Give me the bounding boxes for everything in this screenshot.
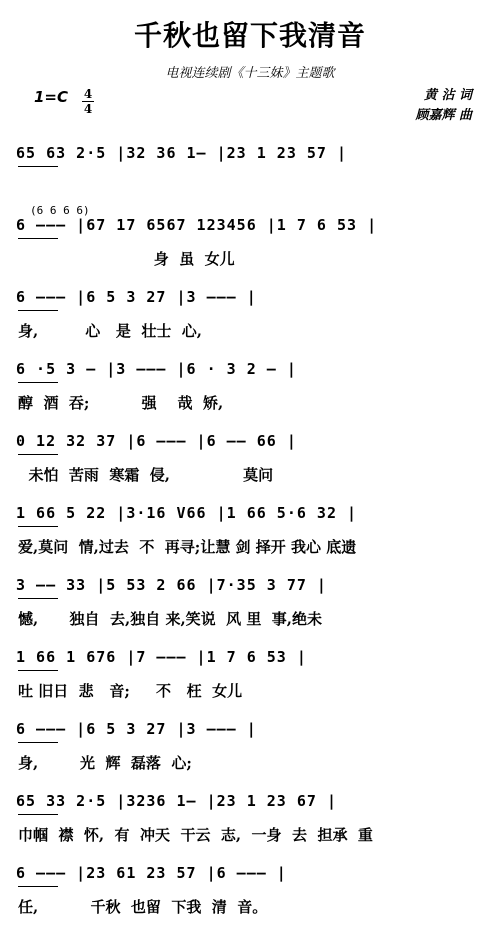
song-subtitle: 电视连续剧《十三妹》主题歌 [165,66,335,81]
beam-underline [18,598,58,599]
notation-line-11: 6 ——— |23 61 23 57 |6 ——— | [16,864,287,882]
beam-underline [18,886,58,887]
notation-line-4: 6 ·5 3 — |3 ——— |6 · 3 2 — | [16,360,297,378]
lyrics-line-8: 吐 旧日 悲 音; 不 枉 女儿 [18,682,243,700]
beam-underline [18,310,58,311]
notation-line-2: 6 ——— |67 17 6567 123456 |1 7 6 53 | [16,216,378,234]
lyrics-line-6: 爱,莫问 情,过去 不 再寻;让慧 剑 择开 我心 底遗 [18,538,357,556]
beam-underline [18,526,58,527]
song-title: 千秋也留下我清音 [133,19,366,52]
lyrics-line-9: 身, 光 辉 磊落 心; [18,754,192,772]
composer-credit: 顾嘉辉 曲 [415,108,472,123]
lyrics-line-4: 醇 酒 吞; 强 哉 矫, [18,394,224,412]
notation-line-10: 65 33 2·5 |3236 1— |23 1 23 67 | [16,792,337,810]
beam-underline [18,238,58,239]
notation-line-3: 6 ——— |6 5 3 27 |3 ——— | [16,288,257,306]
lyrics-line-3: 身, 心 是 壮士 心, [18,322,202,340]
lyrics-line-11: 任, 千秋 也留 下我 清 音。 [18,898,268,916]
beam-underline [18,814,58,815]
beam-underline [18,742,58,743]
beam-underline [18,382,58,383]
lyrics-line-2: 身 虽 女儿 [18,250,235,268]
beam-underline [18,166,58,167]
beam-underline [18,670,58,671]
notation-line-8: 1 66 1 676 |7 ——— |1 7 6 53 | [16,648,307,666]
meter-bottom: 4 [83,102,93,116]
notation-line-9: 6 ——— |6 5 3 27 |3 ——— | [16,720,257,738]
lyrics-line-5: 未怕 苦雨 寒霜 侵, 莫问 [18,466,274,484]
notation-line-1: 65 63 2·5 |32 36 1— |23 1 23 57 | [16,144,348,162]
notation-line-6: 1 66 5 22 |3·16 V66 |1 66 5·6 32 | [16,504,358,522]
lyrics-line-10: 巾帼 襟 怀, 有 冲天 干云 志, 一身 去 担承 重 [18,826,373,844]
key-signature: 1=C [34,88,69,106]
meter-top: 4 [83,87,93,101]
time-signature [82,88,94,115]
lyrics-line-7: 憾, 独自 去,独自 来,笑说 风 里 事,绝未 [18,610,323,628]
line-2-above-notes: (6 6 6 6) [30,204,90,217]
notation-line-7: 3 —— 33 |5 53 2 66 |7·35 3 77 | [16,576,327,594]
lyricist-credit: 黄 沾 词 [423,88,472,103]
beam-underline [18,454,58,455]
notation-line-5: 0 12 32 37 |6 ——— |6 —— 66 | [16,432,297,450]
